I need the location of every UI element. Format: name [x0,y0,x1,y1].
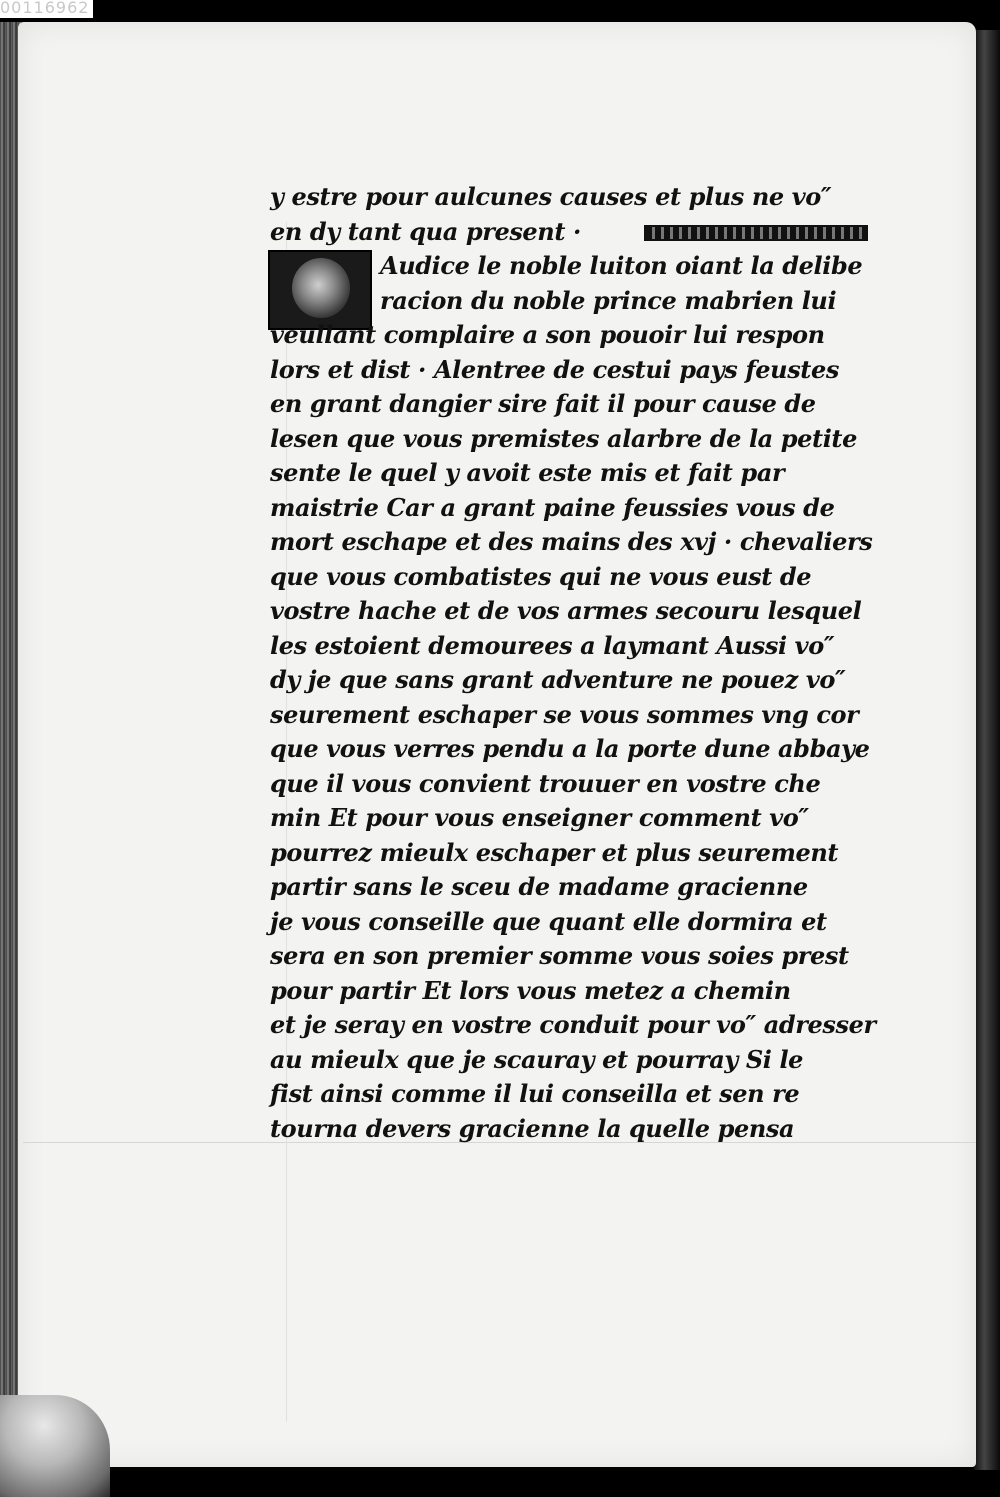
text-line-22: je vous conseille que quant elle dormira et [270,906,827,936]
line-filler-ornament [644,225,868,241]
text-line-21: partir sans le sceu de madame gracienne [270,872,808,901]
text-line-20: pourrez mieulx eschaper et plus seurement [270,837,839,867]
archive-number-stamp: 00116962 [0,0,93,18]
text-line-7: en grant dangier sire fait il pour cause de [270,389,816,418]
text-line-8: lesen que vous premistes alarbre de la petite [270,423,857,453]
text-line-9: sente le quel y avoit este mis et fait par [270,458,785,487]
book-cover-edge [974,30,1000,1470]
text-line-5: veullant complaire a son pouoir lui respon [270,320,825,349]
text-line-18: que il vous convient trouuer en vostre che [270,768,821,798]
text-line-2-words: en dy tant qua present · [270,216,581,246]
text-line-11: mort eschape et des mains des xvj · chevaliers [270,527,873,556]
text-line-16: seurement eschaper se vous sommes vng cor [270,699,859,729]
text-line-6: lors et dist · Alentree de cestui pays feustes [270,354,839,384]
text-line-13: vostre hache et de vos armes secouru lesquel [270,596,862,625]
holding-thumb [0,1395,110,1497]
text-line-26: au mieulx que je scauray et pourray Si le [270,1044,804,1074]
text-line-15: dy je que sans grant adventure ne pouez vo″ [270,665,846,694]
text-line-12: que vous combatistes qui ne vous eust de [270,561,812,591]
text-line-1: y estre pour aulcunes causes et plus ne vo″ [270,182,832,211]
text-line-10: maistrie Car a grant paine feussies vous de [270,492,835,522]
text-line-19: min Et pour vous enseigner comment vo″ [270,803,809,832]
text-line-23: sera en son premier somme vous soies prest [270,941,849,970]
text-line-25: et je seray en vostre conduit pour vo″ adresser [270,1010,876,1039]
text-line-17: que vous verres pendu a la porte dune abbaye [270,734,870,763]
text-line-2 [270,215,870,250]
text-line-4: racion du noble prince mabrien lui [380,285,837,315]
text-line-14: les estoient demourees a laymant Aussi vo″ [270,630,835,660]
text-line-27: fist ainsi comme il lui conseilla et sen re [270,1079,800,1108]
text-line-24: pour partir Et lors vous metez a chemin [270,975,791,1005]
text-line-3: Audice le noble luiton oiant la delibe [380,251,863,280]
text-line-28: tourna devers gracienne la quelle pensa [270,1113,795,1143]
manuscript-text [270,180,876,1146]
